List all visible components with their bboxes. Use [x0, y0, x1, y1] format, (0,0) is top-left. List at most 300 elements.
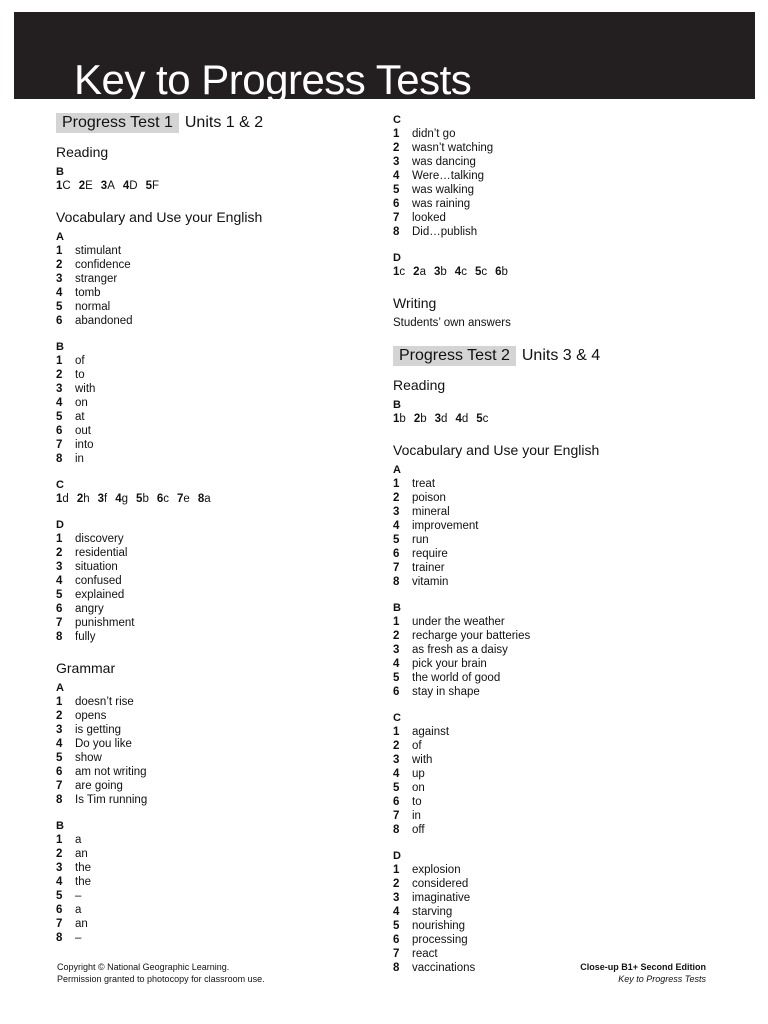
answer-item — [393, 547, 753, 561]
answer-item — [393, 809, 753, 823]
t1-writing-text: Students’ own answers — [393, 317, 511, 329]
answer-item — [56, 861, 376, 875]
answer-text: at — [75, 411, 85, 423]
t1-grammar-d-answers — [393, 265, 753, 279]
answer-text: Did…publish — [412, 226, 478, 238]
t1-grammar-b-list — [56, 833, 376, 945]
answer-text: are going — [75, 780, 123, 792]
answer-item — [56, 602, 376, 616]
answer-text: an — [75, 848, 88, 860]
answer-item — [393, 643, 753, 657]
answer-text: in — [75, 453, 84, 465]
inline-answer: 5c — [476, 413, 489, 425]
answer-item — [56, 382, 376, 396]
t1-reading-title: Reading — [56, 144, 109, 160]
answer-item — [56, 695, 376, 709]
answer-number: 7 — [56, 617, 63, 629]
answer-item — [56, 889, 376, 903]
answer-text: abandoned — [75, 315, 133, 327]
answer-number: 8 — [393, 226, 400, 238]
answer-number: 8 — [393, 962, 400, 974]
inline-answer: 2E — [78, 180, 93, 192]
answer-item — [56, 560, 376, 574]
answer-item — [56, 272, 376, 286]
answer-text: vaccinations — [412, 962, 476, 974]
answer-number: 3 — [56, 724, 63, 736]
answer-item — [393, 519, 753, 533]
answer-text: nourishing — [412, 920, 466, 932]
answer-item — [393, 795, 753, 809]
t2-vocab-b-list — [393, 615, 753, 699]
inline-answer: 3f — [97, 493, 108, 505]
answer-item — [393, 629, 753, 643]
progress-test-1-header — [56, 113, 376, 133]
answer-item — [56, 410, 376, 424]
answer-text: on — [412, 782, 425, 794]
answer-number: 4 — [56, 287, 63, 299]
answer-item — [393, 905, 753, 919]
answer-number: 8 — [56, 453, 63, 465]
answer-item — [393, 781, 753, 795]
inline-answer: 1d — [56, 493, 69, 505]
answer-number: 3 — [56, 273, 63, 285]
answer-text: is getting — [75, 724, 122, 736]
answer-item — [393, 725, 753, 739]
answer-item — [56, 368, 376, 382]
inline-answer: 5c — [474, 266, 488, 278]
answer-text: an — [75, 918, 88, 930]
answer-number: 3 — [56, 862, 63, 874]
answer-item — [56, 314, 376, 328]
answer-text: the — [75, 876, 91, 888]
answer-item — [56, 452, 376, 466]
answer-text: angry — [75, 603, 104, 615]
answer-number: 1 — [56, 245, 63, 257]
answer-number: 8 — [393, 576, 400, 588]
answer-item — [56, 709, 376, 723]
answer-text: stimulant — [75, 245, 122, 257]
answer-text: Do you like — [75, 738, 132, 750]
answer-text: – — [75, 890, 82, 902]
answer-number: 4 — [56, 876, 63, 888]
answer-text: to — [75, 369, 85, 381]
answer-number: 5 — [393, 920, 400, 932]
answer-item — [393, 225, 753, 239]
answer-text: – — [75, 932, 82, 944]
inline-answer: 4g — [115, 493, 129, 505]
answer-text: against — [412, 726, 450, 738]
page-title: Key to Progress Tests — [74, 56, 472, 103]
answer-text: the — [75, 862, 91, 874]
answer-item — [56, 574, 376, 588]
answer-item — [56, 532, 376, 546]
answer-number: 3 — [393, 156, 400, 168]
answer-number: 4 — [393, 520, 400, 532]
inline-answer: 6c — [156, 493, 170, 505]
answer-text: stay in shape — [412, 686, 480, 698]
answer-number: 3 — [393, 644, 400, 656]
answer-item — [56, 793, 376, 807]
answer-number: 2 — [393, 740, 400, 752]
answer-number: 2 — [393, 142, 400, 154]
answer-item — [393, 877, 753, 891]
answer-item — [56, 765, 376, 779]
t1-grammar-title: Grammar — [56, 660, 116, 676]
answer-text: up — [412, 768, 425, 780]
answer-item — [56, 300, 376, 314]
inline-answer: 6b — [495, 266, 508, 278]
t1-vocab-b-letter: B — [56, 341, 64, 353]
t2-reading-title: Reading — [393, 377, 446, 393]
answer-text: stranger — [75, 273, 118, 285]
answer-number: 8 — [393, 824, 400, 836]
answer-number: 4 — [393, 170, 400, 182]
answer-number: 2 — [56, 259, 63, 271]
answer-item — [393, 753, 753, 767]
answer-text: of — [412, 740, 422, 752]
answer-item — [56, 630, 376, 644]
answer-text: off — [412, 824, 425, 836]
answer-text: confidence — [75, 259, 131, 271]
answer-number: 8 — [56, 932, 63, 944]
answer-text: processing — [412, 934, 468, 946]
answer-text: situation — [75, 561, 118, 573]
answer-text: react — [412, 948, 438, 960]
answer-text: a — [75, 904, 82, 916]
answer-text: starving — [412, 906, 453, 918]
copyright-line-2: Permission granted to photocopy for classroom use. — [57, 974, 265, 984]
answer-item — [393, 863, 753, 877]
answer-item — [56, 847, 376, 861]
t1-grammar-d-letter: D — [393, 252, 401, 264]
progress-test-2-label: Progress Test 2 — [393, 346, 516, 366]
answer-text: improvement — [412, 520, 479, 532]
answer-text: as fresh as a daisy — [412, 644, 508, 656]
answer-number: 3 — [393, 506, 400, 518]
answer-number: 8 — [56, 794, 63, 806]
answer-number: 4 — [56, 738, 63, 750]
answer-item — [56, 723, 376, 737]
t2-vocab-c-letter: C — [393, 712, 401, 724]
t1-vocab-c-answers — [56, 492, 376, 506]
answer-item — [393, 767, 753, 781]
answer-number: 1 — [56, 355, 63, 367]
t1-grammar-a-list — [56, 695, 376, 807]
answer-number: 5 — [393, 534, 400, 546]
answer-text: opens — [75, 710, 107, 722]
copyright-line-1: Copyright © National Geographic Learning. — [57, 962, 230, 972]
t1-grammar-c-list — [393, 127, 753, 239]
edition-name: Close-up B1+ Second Edition — [580, 962, 706, 972]
inline-answer: 2a — [413, 266, 426, 278]
answer-number: 5 — [56, 589, 63, 601]
t2-reading-b-answers — [393, 412, 753, 426]
answer-text: treat — [412, 478, 436, 490]
answer-text: explained — [75, 589, 125, 601]
t1-grammar-b-letter: B — [56, 820, 64, 832]
answer-number: 6 — [393, 796, 400, 808]
title-banner — [14, 12, 755, 103]
answer-text: mineral — [412, 506, 450, 518]
answer-number: 5 — [56, 890, 63, 902]
answer-text: on — [75, 397, 88, 409]
document-name: Key to Progress Tests — [618, 974, 706, 984]
answer-number: 6 — [393, 198, 400, 210]
footer-copyright — [57, 961, 265, 985]
answer-text: pick your brain — [412, 658, 487, 670]
answer-number: 1 — [56, 533, 63, 545]
answer-number: 3 — [56, 383, 63, 395]
answer-item — [393, 491, 753, 505]
answer-number: 8 — [56, 631, 63, 643]
answer-number: 2 — [393, 878, 400, 890]
answer-number: 1 — [393, 726, 400, 738]
answer-number: 5 — [393, 672, 400, 684]
progress-test-2-units: Units 3 & 4 — [521, 347, 601, 364]
answer-text: require — [412, 548, 448, 560]
answer-number: 4 — [393, 658, 400, 670]
answer-text: was dancing — [412, 156, 476, 168]
answer-number: 1 — [393, 616, 400, 628]
t2-vocab-b-letter: B — [393, 602, 401, 614]
answer-item — [393, 505, 753, 519]
answer-number: 6 — [393, 686, 400, 698]
inline-answer: 3b — [433, 266, 447, 278]
answer-number: 4 — [393, 906, 400, 918]
footer-edition — [560, 961, 706, 985]
answer-text: Is Tim running — [75, 794, 148, 806]
answer-text: looked — [412, 212, 446, 224]
answer-item — [393, 211, 753, 225]
answer-text: explosion — [412, 864, 461, 876]
answer-item — [393, 671, 753, 685]
answer-item — [56, 286, 376, 300]
answer-text: run — [412, 534, 429, 546]
answer-text: Were…talking — [412, 170, 485, 182]
answer-text: tomb — [75, 287, 101, 299]
answer-text: with — [75, 383, 96, 395]
t1-vocab-a-list — [56, 244, 376, 328]
t1-vocab-a-letter: A — [56, 231, 64, 243]
answer-number: 2 — [393, 630, 400, 642]
answer-text: under the weather — [412, 616, 505, 628]
t2-vocab-a-letter: A — [393, 464, 401, 476]
answer-item — [393, 615, 753, 629]
inline-answer: 2h — [76, 493, 90, 505]
t1-vocab-d-list — [56, 532, 376, 644]
answer-number: 7 — [393, 810, 400, 822]
answer-number: 6 — [56, 766, 63, 778]
answer-item — [393, 933, 753, 947]
t2-vocab-a-list — [393, 477, 753, 589]
answer-number: 6 — [393, 934, 400, 946]
inline-answer: 5F — [145, 180, 160, 192]
answer-item — [56, 244, 376, 258]
answer-number: 7 — [56, 780, 63, 792]
answer-item — [56, 588, 376, 602]
answer-number: 1 — [393, 128, 400, 140]
answer-number: 4 — [56, 397, 63, 409]
t1-reading-b-answers — [56, 179, 376, 193]
answer-text: recharge your batteries — [412, 630, 531, 642]
answer-item — [393, 919, 753, 933]
answer-text: the world of good — [412, 672, 501, 684]
answer-item — [393, 739, 753, 753]
answer-item — [56, 903, 376, 917]
answer-number: 7 — [393, 212, 400, 224]
progress-test-1-units: Units 1 & 2 — [184, 114, 264, 131]
inline-answer: 3A — [100, 180, 115, 192]
t2-vocab-title: Vocabulary and Use your English — [393, 442, 600, 458]
inline-answer: 7e — [177, 493, 190, 505]
answer-text: normal — [75, 301, 111, 313]
answer-item — [56, 354, 376, 368]
answer-text: residential — [75, 547, 128, 559]
answer-number: 7 — [56, 439, 63, 451]
answer-text: out — [75, 425, 91, 437]
answer-number: 3 — [393, 892, 400, 904]
answer-text: confused — [75, 575, 122, 587]
t1-grammar-a-letter: A — [56, 682, 64, 694]
answer-number: 6 — [393, 548, 400, 560]
answer-text: to — [412, 796, 422, 808]
answer-item — [393, 561, 753, 575]
answer-number: 1 — [393, 478, 400, 490]
answer-text: fully — [75, 631, 96, 643]
answer-text: didn’t go — [412, 128, 456, 140]
answer-item — [56, 737, 376, 751]
inline-answer: 4c — [454, 266, 467, 278]
answer-text: was walking — [412, 184, 474, 196]
answer-text: am not writing — [75, 766, 147, 778]
answer-item — [56, 779, 376, 793]
inline-answer: 2b — [413, 413, 427, 425]
answer-number: 2 — [56, 848, 63, 860]
answer-item — [56, 917, 376, 931]
inline-answer: 3d — [434, 413, 448, 425]
answer-number: 5 — [56, 301, 63, 313]
answer-text: discovery — [75, 533, 124, 545]
answer-item — [393, 127, 753, 141]
t2-vocab-c-list — [393, 725, 753, 837]
answer-text: was raining — [412, 198, 471, 210]
answer-number: 7 — [393, 948, 400, 960]
answer-number: 6 — [56, 603, 63, 615]
answer-number: 6 — [56, 315, 63, 327]
answer-text: vitamin — [412, 576, 449, 588]
inline-answer: 8a — [197, 493, 211, 505]
answer-number: 7 — [393, 562, 400, 574]
answer-number: 6 — [56, 904, 63, 916]
answer-item — [56, 438, 376, 452]
right-column — [393, 113, 753, 975]
answer-item — [393, 197, 753, 211]
answer-item — [393, 477, 753, 491]
answer-item — [393, 891, 753, 905]
t1-reading-b-letter: B — [56, 166, 64, 178]
answer-number: 1 — [56, 696, 63, 708]
answer-number: 7 — [56, 918, 63, 930]
answer-text: wasn’t watching — [412, 142, 494, 154]
answer-item — [56, 616, 376, 630]
answer-item — [393, 533, 753, 547]
answer-item — [393, 685, 753, 699]
answer-text: doesn’t rise — [75, 696, 134, 708]
answer-number: 1 — [56, 834, 63, 846]
answer-item — [393, 183, 753, 197]
inline-answer: 1C — [56, 180, 71, 192]
inline-answer: 1b — [393, 413, 406, 425]
t2-reading-b-letter: B — [393, 399, 401, 411]
answer-number: 3 — [56, 561, 63, 573]
answer-item — [56, 258, 376, 272]
answer-item — [56, 875, 376, 889]
answer-item — [393, 141, 753, 155]
answer-text: in — [412, 810, 421, 822]
answer-number: 5 — [393, 782, 400, 794]
answer-item — [56, 751, 376, 765]
answer-text: into — [75, 439, 94, 451]
answer-number: 5 — [56, 752, 63, 764]
t1-writing-title: Writing — [393, 295, 437, 311]
progress-test-2-header — [393, 346, 753, 366]
t1-vocab-title: Vocabulary and Use your English — [56, 209, 263, 225]
answer-text: with — [412, 754, 433, 766]
answer-item — [393, 947, 753, 961]
answer-number: 5 — [56, 411, 63, 423]
answer-item — [56, 546, 376, 560]
answer-text: show — [75, 752, 102, 764]
answer-item — [393, 657, 753, 671]
answer-item — [56, 396, 376, 410]
answer-item — [393, 823, 753, 837]
inline-answer: 4d — [455, 413, 469, 425]
inline-answer: 4D — [122, 180, 138, 192]
answer-number: 5 — [393, 184, 400, 196]
answer-number: 2 — [393, 492, 400, 504]
answer-text: poison — [412, 492, 446, 504]
answer-item — [393, 155, 753, 169]
answer-item — [393, 575, 753, 589]
answer-text: punishment — [75, 617, 135, 629]
progress-test-1-label: Progress Test 1 — [56, 113, 179, 133]
answer-text: of — [75, 355, 85, 367]
inline-answer: 5b — [136, 493, 149, 505]
left-column — [56, 113, 376, 945]
t1-vocab-b-list — [56, 354, 376, 466]
t1-vocab-c-letter: C — [56, 479, 64, 491]
answer-number: 1 — [393, 864, 400, 876]
answer-text: considered — [412, 878, 469, 890]
answer-text: a — [75, 834, 82, 846]
answer-item — [393, 169, 753, 183]
inline-answer: 1c — [393, 266, 406, 278]
answer-number: 3 — [393, 754, 400, 766]
answer-number: 2 — [56, 369, 63, 381]
answer-item — [56, 424, 376, 438]
t2-vocab-d-letter: D — [393, 850, 401, 862]
answer-number: 2 — [56, 710, 63, 722]
answer-number: 4 — [56, 575, 63, 587]
answer-number: 6 — [56, 425, 63, 437]
answer-text: imaginative — [412, 892, 471, 904]
answer-text: trainer — [412, 562, 445, 574]
answer-number: 4 — [393, 768, 400, 780]
t1-grammar-c-letter: C — [393, 114, 401, 126]
t2-vocab-d-list — [393, 863, 753, 975]
answer-number: 2 — [56, 547, 63, 559]
t1-vocab-d-letter: D — [56, 519, 64, 531]
